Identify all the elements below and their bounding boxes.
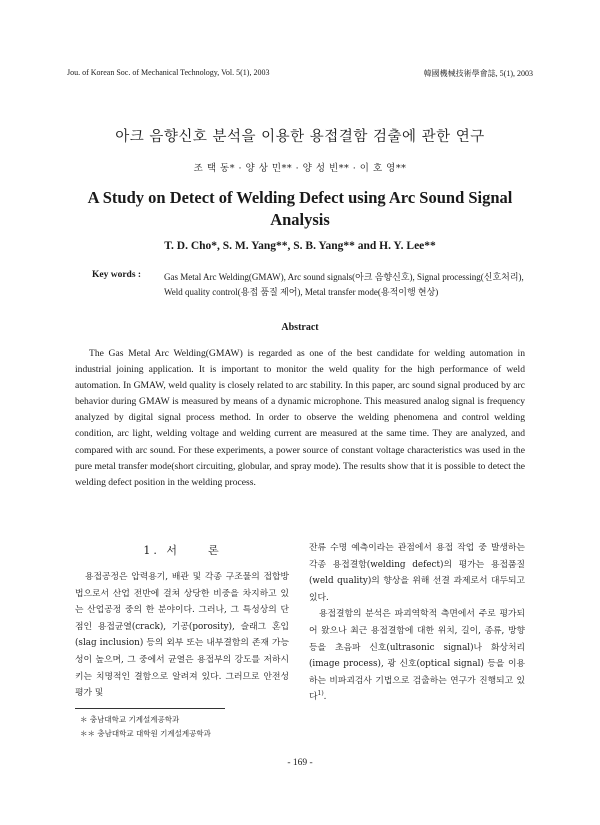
intro-paragraph-right-2-text: 용접결함의 분석은 파괴역학적 측면에서 주로 평가되어 왔으나 최근 용접결함에 대한 위치, 길이, 종류, 방향 등을 초음파 신호(ultrasonic signal)나 화상처리(image process), 광 신호(optical signal) 등을 이용하는 비파괴검사 기법으로 검출하는 연구가 진행되고 있다	[309, 609, 525, 703]
citation-ref: 1)	[317, 690, 324, 698]
footnote-divider	[75, 708, 225, 709]
page-number: - 169 -	[287, 758, 313, 768]
left-column	[75, 569, 289, 702]
keywords-label: Key words :	[92, 270, 142, 280]
right-column	[309, 540, 525, 706]
korean-title: 아크 음향신호 분석을 이용한 용접결함 검출에 관한 연구	[115, 129, 485, 145]
keywords-text: Gas Metal Arc Welding(GMAW), Arc sound signals(아크 음향신호), Signal processing(신호처리), Weld quality control(용접 품질 제어), Metal transfer mode(용적이행 현상)	[164, 272, 524, 297]
abstract-heading: Abstract	[281, 322, 319, 333]
journal-header-left: Jou. of Korean Soc. of Mechanical Technology, Vol. 5(1), 2003	[67, 68, 270, 77]
journal-header-right: 韓國機械技術學會誌, 5(1), 2003	[423, 69, 533, 78]
abstract-body	[75, 346, 525, 491]
abstract-paragraph: The Gas Metal Arc Welding(GMAW) is regarded as one of the best candidate for welding automation in industrial joining application. It is important to monitor the weld quality for the high performance of weld automation. In GMAW, weld quality is closely related to arc stability. In this paper, arc sound signal produced by arc behavior during GMAW is measured by means of a dynamic microphone. This measured analog signal is frequency analyzed by digital signal process method. In order to observe the welding phenomena and control welding condition, arc light, welding voltage and welding current are measured at the same time. They are analyzed, and compared with arc sound. For these experiments, a power source of constant voltage characteristics was used in the pure metal transfer mode(short circuiting, globular, and spray mode). The results show that it is possible to detect the welding defect position in the welding process.	[75, 348, 525, 488]
footnote-affiliation-1: ＊ 충남대학교 기계설계공학과	[80, 715, 180, 724]
intro-paragraph-right-1: 잔류 수명 예측이라는 관점에서 용접 작업 중 발생하는 각종 용접결함(welding defect)의 평가는 용접품질(weld quality)의 향상을 위해 선결 과제로서 대두되고 있다.	[309, 543, 525, 603]
korean-authors: 조 택 동* · 양 상 민** · 양 성 빈** · 이 호 영**	[193, 163, 407, 174]
intro-paragraph-right-2	[309, 606, 525, 706]
section-heading-introduction: 1. 서 론	[143, 544, 222, 557]
intro-paragraph-right-2-end: .	[323, 692, 327, 703]
intro-paragraph-left: 용접공정은 압력용기, 배관 및 각종 구조물의 접합방법으로서 산업 전반에 걸쳐 상당한 비중을 차지하고 있는 산업공정 중의 한 분야이다. 그러나, 그 특성상의 단점인 용접균열(crack), 기공(porosity), 슬래그 혼입(slag inclusion) 등의 외부 또는 내부결함의 존재 가능성이 높으며, 그 중에서 균열은 용접부의 강도를 저하시키는 치명적인 결함으로 알려져 있다. 그러므로 안전성 평가 및	[75, 572, 289, 699]
english-authors: T. D. Cho*, S. M. Yang**, S. B. Yang** and H. Y. Lee**	[164, 240, 436, 252]
english-title: A Study on Detect of Welding Defect using Arc Sound Signal Analysis	[87, 188, 513, 229]
footnote-affiliation-2: ＊＊ 충남대학교 대학원 기계설계공학과	[80, 729, 211, 738]
